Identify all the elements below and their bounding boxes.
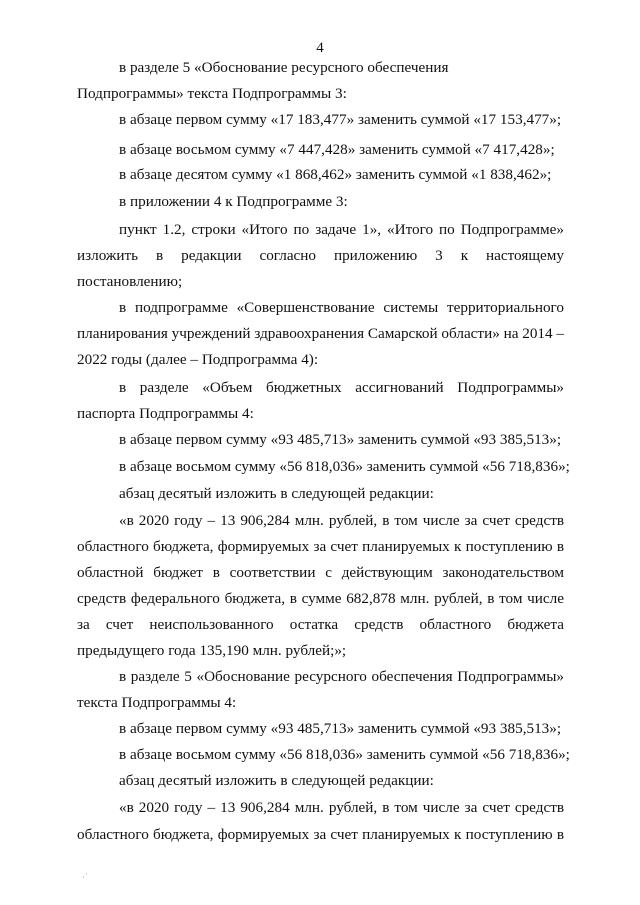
- text-line: в подпрограмме «Совершенствование системы территориального: [119, 299, 564, 316]
- text-line: планирования учреждений здравоохранения Самарской области» на 2014 –: [77, 325, 565, 342]
- text-line: в приложении 4 к Подпрограмме 3:: [119, 193, 348, 210]
- text-line: в абзаце первом сумму «17 183,477» заменить суммой «17 153,477»;: [119, 111, 562, 128]
- text-line: абзац десятый изложить в следующей редакции:: [119, 485, 434, 502]
- text-line: предыдущего года 135,190 млн. рублей;»;: [77, 642, 347, 659]
- text-line: «в 2020 году – 13 906,284 млн. рублей, в том числе за счет средств: [119, 512, 564, 529]
- text-line: абзац десятый изложить в следующей редакции:: [119, 772, 434, 789]
- text-line: Подпрограммы» текста Подпрограммы 3:: [77, 85, 347, 102]
- text-line: пункт 1.2, строки «Итого по задаче 1», «Итого по Подпрограмме»: [119, 221, 564, 238]
- text-line: в разделе 5 «Обоснование ресурсного обеспечения: [119, 59, 449, 76]
- text-line: 2022 годы (далее – Подпрограмма 4):: [77, 351, 319, 368]
- text-line: в абзаце восьмом сумму «56 818,036» заменить суммой «56 718,836»;: [119, 746, 570, 763]
- text-line: областного бюджета, формируемых за счет планируемых к поступлению в: [77, 826, 564, 843]
- text-line: изложить в редакции согласно приложению 3 к настоящему: [77, 247, 564, 264]
- page-number: 4: [316, 40, 324, 56]
- text-line: в разделе 5 «Обоснование ресурсного обеспечения Подпрограммы»: [119, 668, 564, 685]
- text-line: в абзаце десятом сумму «1 868,462» заменить суммой «1 838,462»;: [119, 166, 552, 183]
- text-line: текста Подпрограммы 4:: [77, 694, 237, 711]
- text-line: за счет неиспользованного остатка средств областного бюджета: [77, 616, 564, 633]
- text-line: в абзаце первом сумму «93 485,713» заменить суммой «93 385,513»;: [119, 720, 562, 737]
- text-line: в абзаце восьмом сумму «56 818,036» заменить суммой «56 718,836»;: [119, 458, 570, 475]
- text-line: областной бюджет в соответствии с действующим законодательством: [77, 564, 564, 581]
- scan-speck: ·˙: [82, 872, 88, 882]
- text-line: в разделе «Объем бюджетных ассигнований Подпрограммы»: [119, 379, 564, 396]
- text-line: областного бюджета, формируемых за счет планируемых к поступлению в: [77, 538, 564, 555]
- text-line: средств федерального бюджета, в сумме 682,878 млн. рублей, в том числе: [77, 590, 564, 607]
- text-line: «в 2020 году – 13 906,284 млн. рублей, в том числе за счет средств: [119, 799, 564, 816]
- text-line: постановлению;: [77, 273, 183, 290]
- text-line: в абзаце первом сумму «93 485,713» заменить суммой «93 385,513»;: [119, 431, 562, 448]
- text-line: в абзаце восьмом сумму «7 447,428» заменить суммой «7 417,428»;: [119, 141, 555, 158]
- text-line: паспорта Подпрограммы 4:: [77, 405, 254, 422]
